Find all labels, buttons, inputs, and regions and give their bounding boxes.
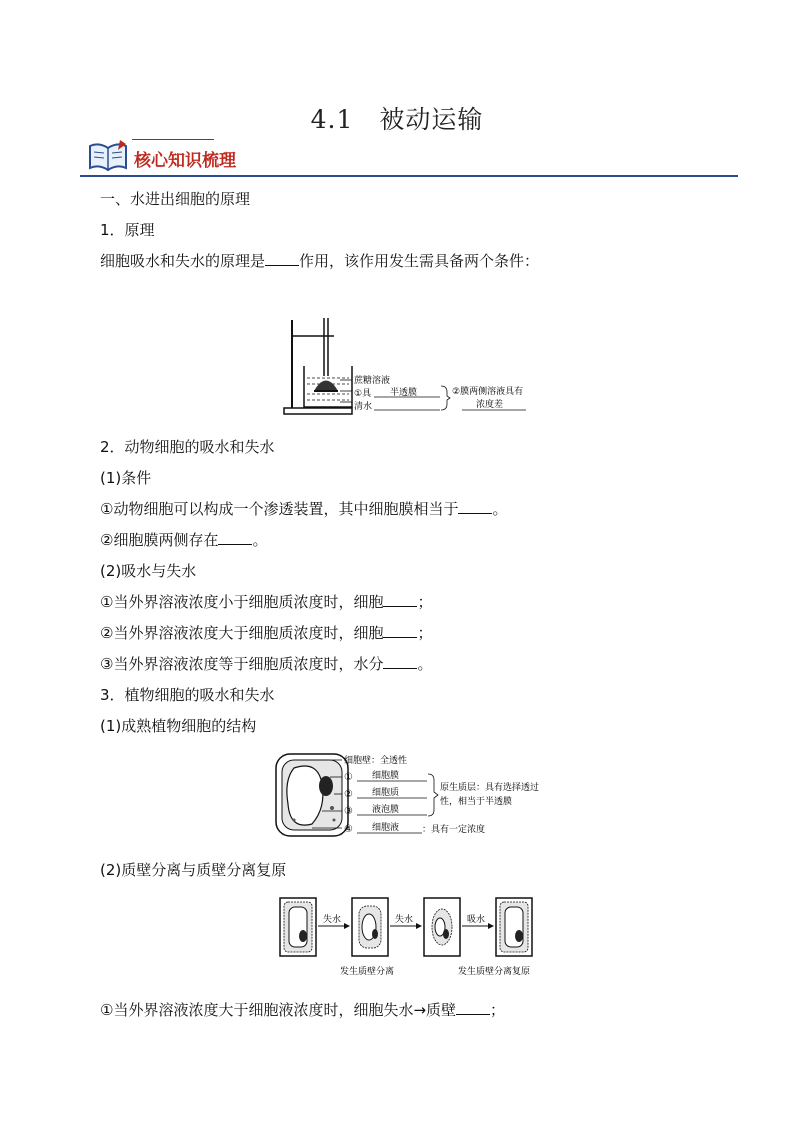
fill-blank — [458, 499, 492, 514]
label-cond1: ①具 — [354, 389, 372, 399]
heading-water-principle: 一、水进出细胞的原理 — [100, 190, 251, 208]
label-protoplast-line1: 原生质层：具有选择透过 — [440, 783, 540, 793]
cell-stage-1 — [280, 898, 316, 956]
caption-deplasmolysis: 发生质壁分离复原 — [458, 967, 531, 977]
fill-blank — [265, 251, 299, 266]
label-cond2-line2: 浓度差 — [476, 400, 504, 410]
cell-stage-4 — [496, 898, 532, 956]
page-title: 4.1 被动运输 — [310, 105, 484, 134]
header-rule — [80, 175, 738, 177]
label-num-1: ① — [344, 772, 353, 783]
label-cond2-line1: ②膜两侧溶液具有 — [452, 387, 524, 397]
text-case-3: ③当外界溶液浓度等于细胞质浓度时，水分 。 — [100, 655, 433, 673]
open-book-icon — [86, 138, 130, 174]
caption-plasmolysis: 发生质壁分离 — [340, 967, 395, 977]
label-num-3: ③ — [344, 806, 353, 817]
sub-plasmolysis: (2)质壁分离与质壁分离复原 — [100, 861, 287, 879]
sub-plant-structure: (1)成熟植物细胞的结构 — [100, 717, 257, 735]
text-condition-1: ①动物细胞可以构成一个渗透装置，其中细胞膜相当于 。 — [100, 500, 508, 518]
label-cell-membrane: 细胞膜 — [372, 771, 400, 781]
text-condition-2: ②细胞膜两侧存在 。 — [100, 531, 268, 549]
fill-blank — [456, 1000, 490, 1015]
label-water: 清水 — [354, 402, 373, 412]
plant-cell-structure-figure — [272, 750, 562, 840]
label-num-4: ④ — [344, 824, 353, 835]
section-header — [80, 134, 740, 180]
fill-blank — [383, 654, 417, 669]
label-cell-sap: 细胞液 — [372, 823, 400, 833]
fill-blank — [383, 592, 417, 607]
label-sucrose: 蔗糖溶液 — [354, 376, 391, 386]
label-num-2: ② — [344, 789, 353, 800]
text-case-2: ②当外界溶液浓度大于细胞质浓度时，细胞 ； — [100, 624, 433, 642]
text-case-1: ①当外界溶液浓度小于细胞质浓度时，细胞 ； — [100, 593, 433, 611]
label-vacuole-membrane: 液泡膜 — [372, 805, 400, 815]
item-plant-cell: 3．植物细胞的吸水和失水 — [100, 686, 275, 704]
arrow-label-2: 失水 — [395, 915, 414, 925]
plasmolysis-sequence-figure — [276, 892, 536, 982]
header-top-line — [132, 139, 214, 140]
text-plasmolysis-case-1: ①当外界溶液浓度大于细胞液浓度时，细胞失水→质壁 ； — [100, 1001, 506, 1019]
fill-blank — [383, 623, 417, 638]
arrow-label-3: 吸水 — [467, 915, 486, 925]
fill-blank — [218, 530, 252, 545]
osmosis-apparatus-figure — [280, 314, 540, 418]
label-cell-wall: 细胞壁：全透性 — [344, 756, 408, 766]
item-principle: 1．原理 — [100, 221, 155, 239]
sub-absorb-lose: (2)吸水与失水 — [100, 562, 197, 580]
section-header-label: 核心知识梳理 — [134, 151, 236, 171]
text-principle: 细胞吸水和失水的原理是 作用，该作用发生需具备两个条件： — [100, 252, 540, 270]
cell-stage-3 — [424, 898, 460, 956]
label-membrane: 半透膜 — [390, 388, 418, 398]
item-animal-cell: 2．动物细胞的吸水和失水 — [100, 438, 275, 456]
label-protoplast-line2: 性，相当于半透膜 — [440, 797, 513, 807]
arrow-label-1: 失水 — [323, 915, 342, 925]
sub-conditions: (1)条件 — [100, 469, 152, 487]
label-cell-sap-note: ：具有一定浓度 — [422, 825, 486, 835]
cell-stage-2 — [352, 898, 388, 956]
label-cytoplasm: 细胞质 — [372, 788, 400, 798]
